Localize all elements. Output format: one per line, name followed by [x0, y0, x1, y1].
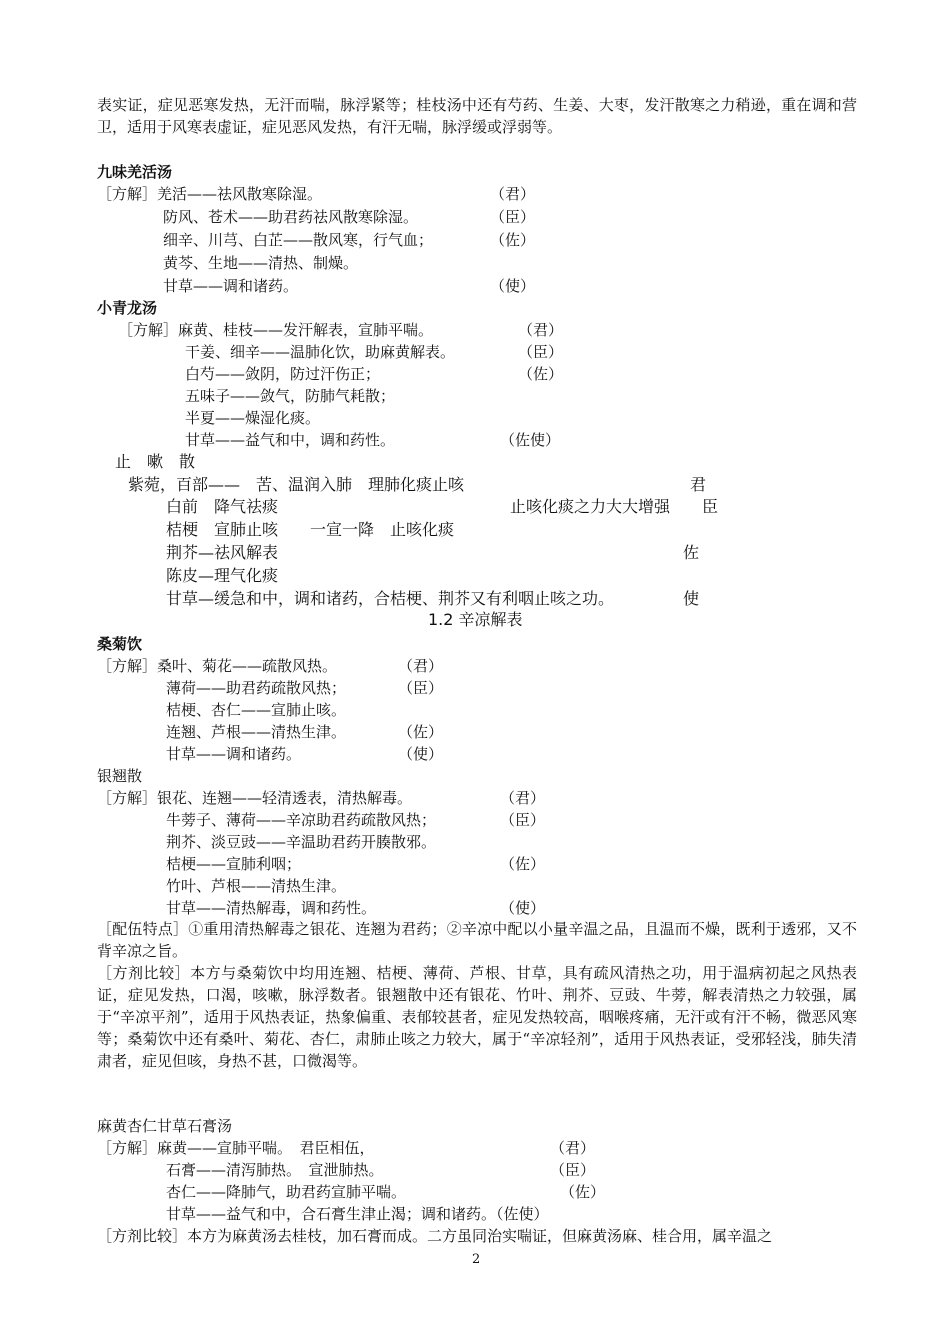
- section-title: 1.2 辛凉解表: [428, 610, 523, 629]
- formula-line: 陈皮—理气化痰: [166, 566, 279, 585]
- formula-title-sangju: 桑菊饮: [97, 635, 143, 653]
- formula-role: （佐）: [490, 231, 536, 249]
- formula-role: 臣: [702, 497, 719, 516]
- formula-title-zhisou: 止 嗽 散: [115, 452, 196, 471]
- formula-role: （君）: [500, 789, 546, 807]
- formula-line: 荆芥、淡豆豉——辛温助君药开腠散邪。: [166, 833, 437, 851]
- formula-line: 甘草——益气和中，调和药性。: [185, 431, 396, 449]
- formula-title-maxingshigan: 麻黄杏仁甘草石膏汤: [97, 1117, 233, 1135]
- formula-line: 黄芩、生地——清热、制燥。: [163, 254, 359, 272]
- features-paragraph: ［配伍特点］①重用清热解毒之银花、连翘为君药；②辛凉中配以小量辛温之品，且温而不燥，既利于透邪，又不背辛凉之旨。: [97, 920, 857, 960]
- formula-line: 细辛、川芎、白芷——散风寒，行气血；: [163, 231, 434, 249]
- formula-line: 紫菀，百部—— 苦、温润入肺 理肺化痰止咳: [128, 475, 465, 494]
- formula-role: 佐: [683, 543, 700, 562]
- formula-line: 杏仁——降肺气，助君药宣肺平喘。: [166, 1183, 407, 1201]
- formula-line: 桔梗——宣肺利咽；: [166, 855, 302, 873]
- formula-line: 桔梗、杏仁——宣肺止咳。: [166, 701, 347, 719]
- formula-role: （臣）: [550, 1161, 596, 1179]
- formula-role: 使: [683, 589, 700, 608]
- formula-role: （君）: [398, 657, 444, 675]
- formula-line: 干姜、细辛——温肺化饮，助麻黄解表。: [185, 343, 456, 361]
- formula-line: ［方解］麻黄——宣肺平喘。 君臣相伍，: [97, 1139, 375, 1157]
- formula-title-jiuwei: 九味羌活汤: [97, 163, 173, 181]
- formula-line: 薄荷——助君药疏散风热；: [166, 679, 347, 697]
- formula-line: 连翘、芦根——清热生津。: [166, 723, 347, 741]
- formula-role: 君: [690, 475, 707, 494]
- page-number: 2: [472, 1252, 481, 1267]
- formula-role: （臣）: [490, 208, 536, 226]
- formula-role: （使）: [500, 899, 546, 917]
- formula-role: （佐）: [500, 855, 546, 873]
- formula-role: （臣）: [398, 679, 444, 697]
- formula-line: 防风、苍术——助君药祛风散寒除湿。: [163, 208, 419, 226]
- formula-role: （君）: [550, 1139, 596, 1157]
- formula-note: 止咳化痰之力大大增强: [510, 497, 671, 516]
- formula-line: 桔梗 宣肺止咳 一宣一降 止咳化痰: [166, 520, 455, 539]
- formula-line: 荆芥—祛风解表: [166, 543, 279, 562]
- formula-line: ［方解］桑叶、菊花——疏散风热。: [97, 657, 338, 675]
- formula-role: （佐使）: [500, 431, 561, 449]
- formula-role: （臣）: [518, 343, 564, 361]
- formula-line: 半夏——燥湿化痰。: [185, 409, 321, 427]
- formula-line: ［方解］羌活——祛风散寒除湿。: [97, 185, 323, 203]
- formula-line: 白前 降气祛痰: [166, 497, 279, 516]
- formula-line: ［方解］银花、连翘——轻清透表，清热解毒。: [97, 789, 413, 807]
- formula-line: ［方解］麻黄、桂枝——发汗解表，宣肺平喘。: [118, 321, 434, 339]
- formula-line: 甘草—缓急和中，调和诸药，合桔梗、荆芥又有利咽止咳之功。: [166, 589, 615, 608]
- formula-title-yinqiao: 银翘散: [97, 767, 143, 785]
- formula-role: （君）: [518, 321, 564, 339]
- formula-role: （使）: [490, 277, 536, 295]
- formula-role: （臣）: [500, 811, 546, 829]
- formula-role: （佐）: [518, 365, 564, 383]
- comparison-paragraph: ［方剂比较］本方与桑菊饮中均用连翘、桔梗、薄荷、芦根、甘草，具有疏风清热之功，用于温病初起之风热表证，症见发热，口渴，咳嗽，脉浮数者。银翘散中还有银花、竹叶、荆芥、豆豉、牛蒡，解表清热之力较强，属于“辛凉平剂”，适用于风热表证，热象偏重、表郁较甚者，症见发热较高，咽喉疼痛，无汗或有汗不畅，微恶风寒等；桑菊饮中还有桑叶、菊花、杏仁，肃肺止咳之力较大，属于“辛凉轻剂”，适用于风热表证，受邪轻浅，肺失清肃者，症见但咳，身热不甚，口微渴等。: [97, 964, 857, 1070]
- intro-paragraph: 表实证，症见恶寒发热，无汗而喘，脉浮紧等；桂枝汤中还有芍药、生姜、大枣，发汗散寒之力稍逊，重在调和营卫，适用于风寒表虚证，症见恶风发热，有汗无喘，脉浮缓或浮弱等。: [97, 96, 857, 136]
- formula-line: 甘草——清热解毒，调和药性。: [166, 899, 377, 917]
- formula-title-xiaoqinglong: 小青龙汤: [97, 299, 158, 317]
- formula-line: 白芍——敛阴，防过汗伤正；: [185, 365, 381, 383]
- formula-role: （佐）: [560, 1183, 606, 1201]
- comparison-paragraph: ［方剂比较］本方为麻黄汤去桂枝，加石膏而成。二方虽同治实喘证，但麻黄汤麻、桂合用，属辛温之: [97, 1227, 773, 1245]
- formula-line: 牛蒡子、薄荷——辛凉助君药疏散风热；: [166, 811, 437, 829]
- formula-line: 五味子——敛气，防肺气耗散；: [185, 387, 396, 405]
- formula-line: 甘草——调和诸药。: [166, 745, 302, 763]
- formula-line: 竹叶、芦根——清热生津。: [166, 877, 347, 895]
- formula-line: 甘草——调和诸药。: [163, 277, 299, 295]
- formula-role: （使）: [398, 745, 444, 763]
- formula-line: 甘草——益气和中，合石膏生津止渴；调和诸药。（佐使）: [166, 1205, 549, 1223]
- formula-role: （佐）: [398, 723, 444, 741]
- formula-role: （君）: [490, 185, 536, 203]
- formula-line: 石膏——清泻肺热。 宣泄肺热。: [166, 1161, 384, 1179]
